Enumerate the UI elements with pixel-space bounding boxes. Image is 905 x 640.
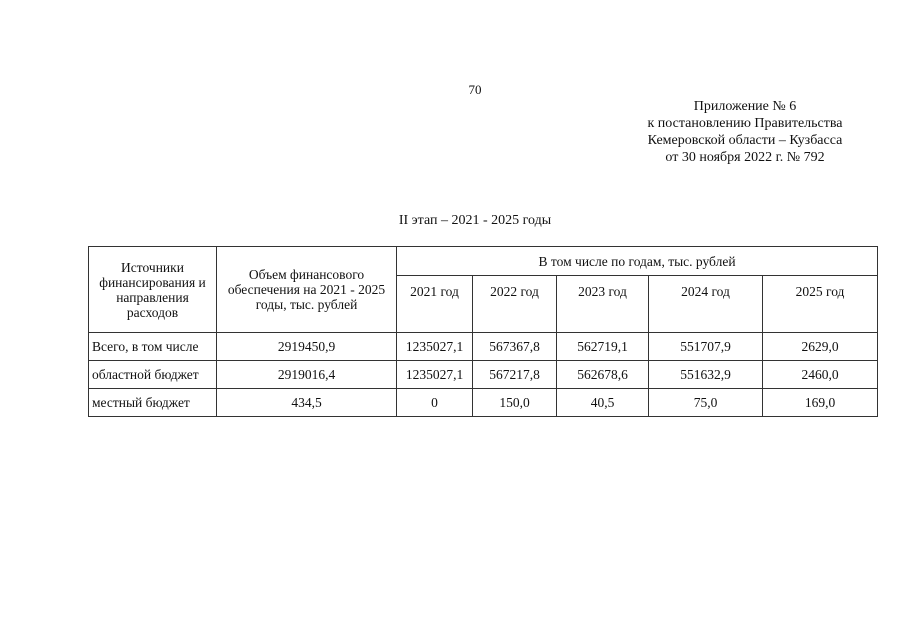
- header-year: 2021 год: [397, 276, 473, 333]
- financing-table: [88, 246, 878, 417]
- header-source: Источники финансирования и направления расходов: [89, 247, 217, 333]
- table-row: [89, 333, 878, 361]
- row-value: 1235027,1: [397, 333, 473, 361]
- row-value: 567367,8: [473, 333, 557, 361]
- table-header-row: [89, 247, 878, 276]
- row-value: 562678,6: [557, 361, 649, 389]
- table-row: [89, 361, 878, 389]
- header-volume: Объем финансового обеспечения на 2021 - 2025 годы, тыс. рублей: [217, 247, 397, 333]
- header-year: 2024 год: [649, 276, 763, 333]
- header-by-year: В том числе по годам, тыс. рублей: [397, 247, 878, 276]
- appendix-line-4: от 30 ноября 2022 г. № 792: [665, 150, 825, 165]
- row-value: 2460,0: [763, 361, 878, 389]
- row-value: 551707,9: [649, 333, 763, 361]
- header-year: 2025 год: [763, 276, 878, 333]
- appendix-line-3: Кемеровской области – Кузбасса: [647, 133, 843, 148]
- header-year: 2023 год: [557, 276, 649, 333]
- row-total: 2919450,9: [217, 333, 397, 361]
- page-number: 70: [468, 82, 482, 97]
- row-value: 551632,9: [649, 361, 763, 389]
- row-value: 1235027,1: [397, 361, 473, 389]
- row-value: 562719,1: [557, 333, 649, 361]
- row-value: 2629,0: [763, 333, 878, 361]
- table-row: [89, 389, 878, 417]
- row-total: 2919016,4: [217, 361, 397, 389]
- row-label: местный бюджет: [89, 389, 217, 417]
- row-label: областной бюджет: [89, 361, 217, 389]
- row-value: 0: [397, 389, 473, 417]
- row-total: 434,5: [217, 389, 397, 417]
- appendix-line-2: к постановлению Правительства: [647, 116, 843, 131]
- row-label: Всего, в том числе: [89, 333, 217, 361]
- stage-title: II этап – 2021 - 2025 годы: [398, 213, 552, 228]
- row-value: 75,0: [649, 389, 763, 417]
- row-value: 40,5: [557, 389, 649, 417]
- header-year: 2022 год: [473, 276, 557, 333]
- row-value: 169,0: [763, 389, 878, 417]
- row-value: 150,0: [473, 389, 557, 417]
- row-value: 567217,8: [473, 361, 557, 389]
- appendix-header: [620, 98, 870, 166]
- appendix-line-1: Приложение № 6: [693, 99, 797, 114]
